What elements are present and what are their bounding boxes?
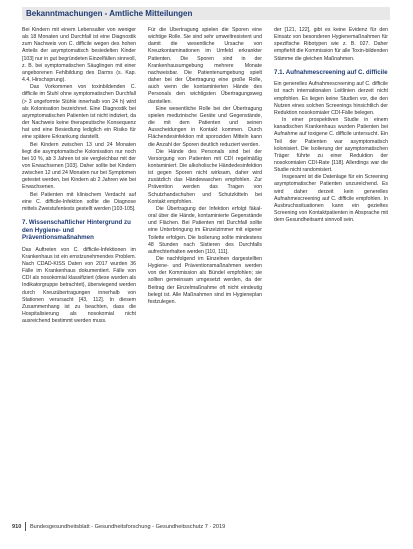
paragraph: der [121, 122], gibt es keine Evidenz für den Einsatz von besonderen Hygienemaßnahmen für spezifische Ribotypen wie z. B. 027. Daher empfiehlt die Kommission für alle Toxin-bildenden Stämme die gleichen Maßnahmen. [274, 27, 388, 62]
text-column-3 [274, 27, 388, 527]
text-column-2 [148, 27, 262, 527]
paragraph: Die Hände des Personals sind bei der Versorgung von Patienten mit CDI regelmäßig kontaminiert. Die alkoholische Händedesinfektion ist gegen Sporen nicht wirksam, daher wird zusätzlich das Händewaschen empfohlen. Zur Prävention werden das Tragen von Schutzhandschuhen und Schutzkitteln bei Kontakt empfohlen. [148, 148, 262, 205]
paragraph: Ein generelles Aufnahmescreening auf C. difficile ist nach internationalen Leitlinien derzeit nicht empfohlen. Es liegen keine Studien vor, die den Nutzen eines solchen Screenings hinsichtlich der Reduktion nosokomialer CDI-Fälle belegen. [274, 81, 388, 116]
journal-title: Bundesgesundheitsblatt - Gesundheitsforschung - Gesundheitsschutz 7 · 2019 [29, 524, 226, 530]
paragraph: Die nachfolgend im Einzelnen dargestellten Hygiene- und Präventionsmaßnahmen werden von der Kommission als Bündel empfohlen; sie sollten gemeinsam umgesetzt werden, da der Beitrag der Einzelmaßnahme oft nicht eindeutig belegt ist. Alle Maßnahmen sind im Hygieneplan festzulegen. [148, 256, 262, 305]
section-heading-7: 7. Wissenschaftlicher Hintergrund zu den Hygiene- und Präventionsmaßnahmen [22, 219, 131, 242]
paragraph: Bei Kindern zwischen 13 und 24 Monaten liegt die asymptomatische Kolonisation nur noch bei 10 %, ab 3 Jahren ist sie vergleichbar mit der von Erwachsenen [103]. Daher sollte bei Kindern zwischen 12 und 24 Monaten nur bei Symptomen getestet werden, bei Kindern ab 2 Jahren wie bei Erwachsenen. [22, 141, 136, 191]
paragraph: Bei Patienten mit klinischem Verdacht auf eine C. difficile-Infektion sollte die Diagnose mittels Zweistufentests gestellt werden [103-105]. [22, 191, 136, 212]
page-number: 910 [12, 524, 22, 530]
paragraph: Eine wesentliche Rolle bei der Übertragung spielen medizinische Geräte und Gegenstände, die mit dem Patienten und seinen Ausscheidungen in Kontakt kommen. Durch Flächendesinfektion mit sporoziden Mitteln kann die Anzahl der Sporen deutlich reduziert werden. [148, 105, 262, 148]
paragraph: Das Auftreten von C. difficile-Infektionen im Krankenhaus ist ein ernstzunehmendes Problem. Nach CDAD-KISS Daten von 2017 wurden 36 Fälle im Krankenhaus dokumentiert. Fälle von CDI als nosokomial klassifiziert (diese wurden als Indikatorgruppe betrachtet), überwiegend werden durch Kreuzübertragungen innerhalb von Stationen verursacht [43, 112]. In diesem Zusammenhang ist zu beachten, dass die Hospitalisierung als nosokomial nicht ausreichend bestimmt werden muss. [22, 246, 136, 325]
section-heading-7-1: 7.1. Aufnahmescreening auf C. difficile [274, 68, 388, 76]
paragraph: Für die Übertragung spielen die Sporen eine wichtige Rolle. Sie sind sehr umweltresistent und damit die wesentliche Ursache von Kreuzkontaminationen im Umfeld erkrankter Patienten. Die Sporen sind in der Krankenhausumgebung mehrere Monate nachweisbar. Die Patientenumgebung spielt daher bei der Übertragung eine große Rolle, auch wenn die kontaminierten Hände des Personals den wichtigsten Übertragungsweg darstellen. [148, 27, 262, 105]
paragraph: Das Vorkommen von toxinbildenden C. difficile im Stuhl ohne symptomatischen Durchfall (> 3 ungeformte Stühle innerhalb von 24 h) wird als Kolonisation bezeichnet. Eine Diagnostik bei asymptomatischen Patienten ist nicht indiziert, da der Nachweis keine therapeutische Konsequenz hat und eine Besiedlung lediglich ein Risiko für eine spätere Erkrankung darstellt. [22, 84, 136, 141]
section-header-title: Bekanntmachungen - Amtliche Mitteilungen [26, 9, 193, 18]
page-footer [12, 521, 402, 533]
footer-divider [25, 522, 26, 531]
paragraph: Insgesamt ist die Datenlage für ein Screening asymptomatischer Patienten unzureichend. Es wird daher derzeit kein generelles Aufnahmescreening auf C. difficile empfohlen. In Ausbruchssituationen kann ein gezieltes Screening von Kontaktpatienten in Absprache mit dem Gesundheitsamt sinnvoll sein. [274, 174, 388, 224]
paragraph: Die Übertragung der Infektion erfolgt fäkal-oral über die Hände, kontaminierte Gegenstände und Flächen. Bei Patienten mit Durchfall sollte eine Unterbringung im Einzelzimmer mit eigener Toilette erfolgen. Die Isolierung sollte mindestens 48 Stunden nach Sistieren des Durchfalls aufrechterhalten werden [110, 111]. [148, 205, 262, 255]
paragraph: In einer prospektiven Studie in einem kanadischen Krankenhaus wurden Patienten bei Aufnahme auf toxigene C. difficile untersucht. Ein Teil der Patienten war asymptomatisch kolonisiert. Die Isolierung der asymptomatischen Träger führte zu einer Reduktion der nosokomialen CDI-Rate [118]. Allerdings war die Studie nicht randomisiert. [274, 117, 388, 174]
paragraph: Bei Kindern mit einem Lebensalter von weniger als 18 Monaten und Durchfall ist eine Diagnostik zum Nachweis von C. difficile wegen des hohen Anteils der asymptomatisch besiedelten Kinder [103] nur in gut begründeten Einzelfällen sinnvoll, z. B. bei symptomatischen Säuglingen mit einer angeborenen Fehlbildung des Darms (s. Kap. 4.4, Hirschsprung). [22, 27, 136, 84]
section-header [22, 7, 390, 20]
text-column-1 [22, 27, 136, 527]
